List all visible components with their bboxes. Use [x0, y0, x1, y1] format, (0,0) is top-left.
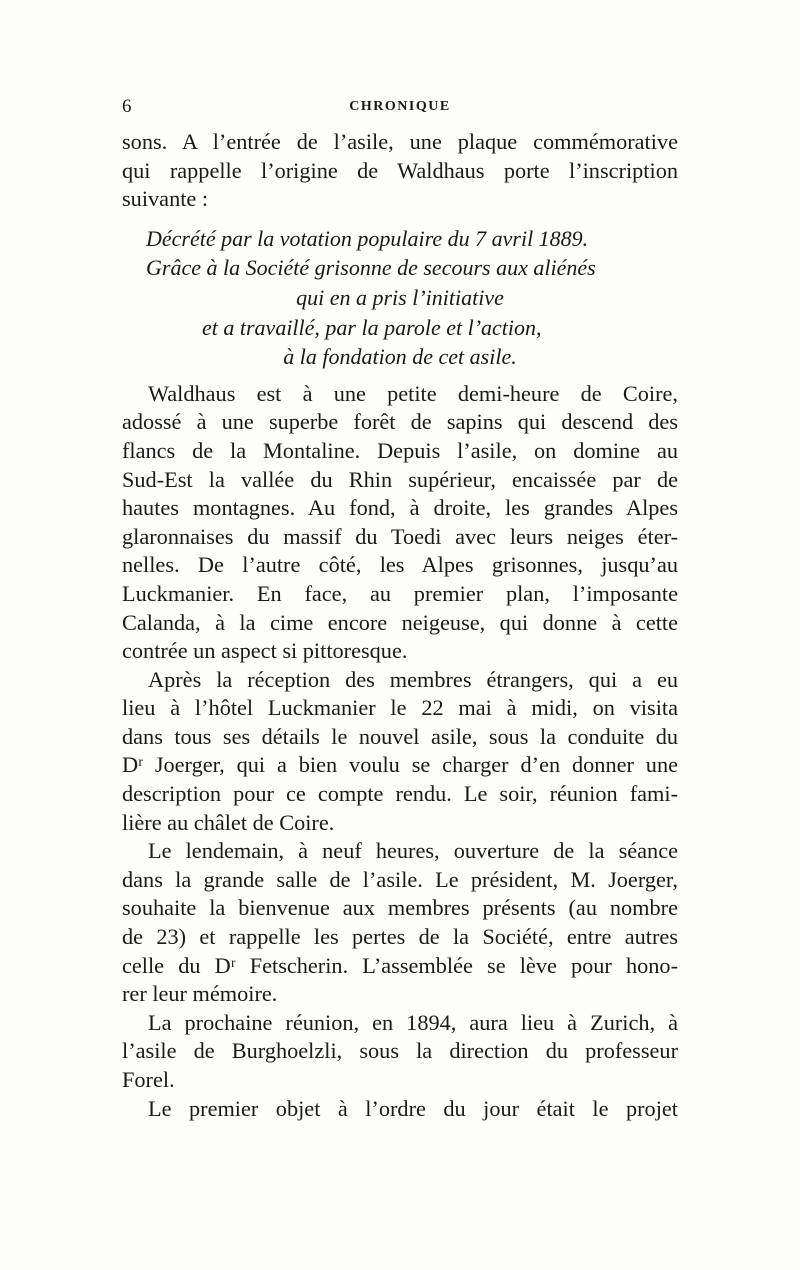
text-line: de 23) et rappelle les pertes de la Société, entre autres — [122, 924, 678, 950]
text-line: dans la grande salle de l’asile. Le président, M. Joerger, — [122, 866, 678, 892]
text-line: Luckmanier. En face, au premier plan, l’imposante — [122, 580, 678, 606]
text-line: suivante : — [122, 186, 209, 212]
text-line: dans tous ses détails le nouvel asile, sous la conduite du — [122, 723, 678, 749]
text-line: La prochaine réunion, en 1894, aura lieu à Zurich, à — [148, 1009, 678, 1035]
text-line: glaronnaises du massif du Toedi avec leurs neiges éter- — [122, 523, 678, 549]
text-line: Waldhaus est à une petite demi-heure de Coire, — [148, 380, 678, 406]
text-line: Le premier objet à l’ordre du jour était le projet — [148, 1095, 678, 1121]
text-line: Après la réception des membres étrangers, qui a eu — [148, 666, 678, 692]
text-line: hautes montagnes. Au fond, à droite, les grandes Alpes — [122, 495, 678, 521]
text-line: lieu à l’hôtel Luckmanier le 22 mai à midi, on visita — [122, 695, 678, 721]
text-line: Le lendemain, à neuf heures, ouverture de la séance — [148, 838, 678, 864]
text-line: Sud-Est la vallée du Rhin supérieur, encaissée par de — [122, 466, 678, 492]
paragraph-seance — [122, 837, 678, 1009]
paragraph-prochaine-reunion — [122, 1009, 678, 1095]
inscription-line: Grâce à la Société grisonne de secours aux aliénés — [146, 255, 596, 281]
opening-paragraph — [122, 128, 678, 214]
inscription-block — [122, 224, 678, 372]
paragraph-ordre-du-jour — [122, 1095, 678, 1124]
text-line: flancs de la Montaline. Depuis l’asile, on domine au — [122, 437, 678, 463]
inscription-line: qui en a pris l’initiative — [296, 284, 504, 310]
text-line: adossé à une superbe forêt de sapins qui descend des — [122, 409, 678, 435]
text-line: qui rappelle l’origine de Waldhaus porte l’inscription — [122, 157, 678, 183]
inscription-line: et a travaillé, par la parole et l’action, — [202, 314, 542, 340]
body-text — [122, 128, 678, 1123]
running-head: CHRONIQUE — [349, 99, 451, 114]
text-line: Dʳ Joerger, qui a bien voulu se charger d’en donner une — [122, 752, 678, 778]
page-header — [122, 96, 678, 120]
text-line: celle du Dʳ Fetscherin. L’assemblée se lève pour hono- — [122, 952, 678, 978]
page-number: 6 — [122, 96, 132, 117]
text-line: nelles. De l’autre côté, les Alpes grisonnes, jusqu’au — [122, 552, 678, 578]
inscription-line: à la fondation de cet asile. — [283, 344, 517, 370]
text-line: l’asile de Burghoelzli, sous la direction du professeur — [122, 1038, 678, 1064]
paragraph-waldhaus — [122, 380, 678, 666]
paragraph-reception — [122, 666, 678, 838]
text-line: description pour ce compte rendu. Le soir, réunion fami- — [122, 781, 678, 807]
text-line: sons. A l’entrée de l’asile, une plaque commémorative — [122, 129, 678, 154]
text-line: souhaite la bienvenue aux membres présents (au nombre — [122, 895, 678, 921]
text-line: lière au châlet de Coire. — [122, 809, 335, 835]
text-line: Calanda, à la cime encore neigeuse, qui donne à cette — [122, 609, 678, 635]
text-line: contrée un aspect si pittoresque. — [122, 638, 408, 664]
inscription-line: Décrété par la votation populaire du 7 avril 1889. — [146, 225, 589, 251]
text-line: rer leur mémoire. — [122, 981, 278, 1007]
text-line: Forel. — [122, 1067, 175, 1092]
